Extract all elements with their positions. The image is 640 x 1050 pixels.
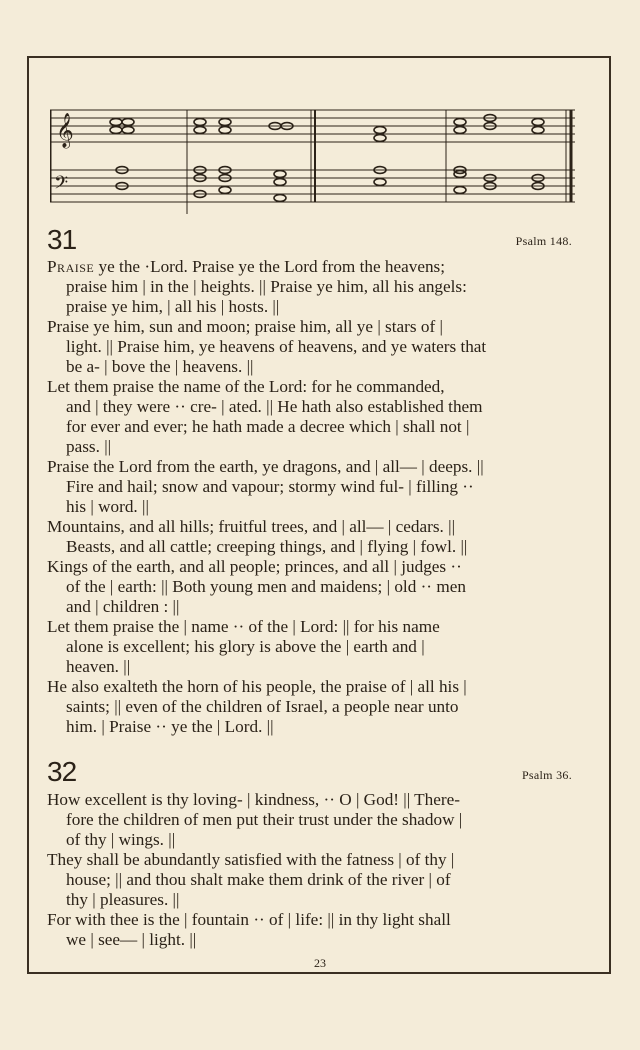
chant-music-score — [50, 104, 575, 214]
verse-line: for ever and ever; he hath made a decree which | shall not | — [66, 417, 470, 436]
verse-line: Fire and hail; snow and vapour; stormy wind ful- | filling ·· — [66, 477, 474, 496]
drop-word: Praise — [47, 257, 95, 276]
verse-line: praise him | in the | heights. || Praise ye him, all his angels: — [66, 277, 467, 296]
verse-line: Praise ye the ·Lord. Praise ye the Lord from the heavens; — [47, 257, 446, 276]
verse-line: saints; || even of the children of Israel, a people near unto — [66, 697, 459, 716]
verse-line: fore the children of men put their trust under the shadow | — [66, 810, 463, 829]
verse-line: be a- | bove the | heavens. || — [66, 357, 254, 376]
treble-clef-icon: 𝄞 — [56, 113, 74, 148]
verse-line: house; || and thou shalt make them drink of the river | of — [66, 870, 451, 889]
verse-line: and | children : || — [66, 597, 180, 616]
verse-line: He also exalteth the horn of his people, the praise of | all his | — [47, 677, 467, 696]
verse-line: his | word. || — [66, 497, 149, 516]
verse-line: we | see— | light. || — [66, 930, 197, 949]
verse-line: him. | Praise ·· ye the | Lord. || — [66, 717, 274, 736]
verse-line: of the | earth: || Both young men and maidens; | old ·· men — [66, 577, 466, 596]
verse-line: For with thee is the | fountain ·· of | life: || in thy light shall — [47, 910, 451, 929]
hymn-number-31: 31 — [47, 224, 77, 255]
verse-line: Let them praise the name of the Lord: for he commanded, — [47, 377, 445, 396]
verse-line: They shall be abundantly satisfied with the fatness | of thy | — [47, 850, 455, 869]
verse-line: and | they were ·· cre- | ated. || He hath also established them — [66, 397, 483, 416]
page-number: 23 — [314, 956, 326, 970]
hymn-32-text — [47, 790, 575, 950]
verse-line: thy | pleasures. || — [66, 890, 180, 909]
hymn-31-text — [47, 257, 575, 737]
verse-line: pass. || — [66, 437, 112, 456]
verse-line: praise ye him, | all his | hosts. || — [66, 297, 280, 316]
verse-line: of thy | wings. || — [66, 830, 176, 849]
verse-line: Kings of the earth, and all people; princes, and all | judges ·· — [47, 557, 462, 576]
verse-line: Praise the Lord from the earth, ye dragons, and | all— | deeps. || — [47, 457, 484, 476]
psalm-reference-32: Psalm 36. — [521, 768, 572, 782]
verse-line: Beasts, and all cattle; creeping things, and | flying | fowl. || — [66, 537, 468, 556]
verse-line: Praise ye him, sun and moon; praise him, all ye | stars of | — [47, 317, 443, 336]
hymn-number-32: 32 — [47, 756, 77, 787]
verse-line: Mountains, and all hills; fruitful trees, and | all— | cedars. || — [47, 517, 456, 536]
verse-line: How excellent is thy loving- | kindness, ·· O | God! || There- — [47, 790, 460, 809]
verse-line: heaven. || — [66, 657, 131, 676]
bass-clef-icon: 𝄢 — [54, 173, 69, 198]
verse-line: Let them praise the | name ·· of the | Lord: || for his name — [47, 617, 440, 636]
verse-line: light. || Praise him, ye heavens of heavens, and ye waters that — [66, 337, 487, 356]
verse-line: alone is excellent; his glory is above the | earth and | — [66, 637, 425, 656]
psalm-reference-31: Psalm 148. — [515, 234, 572, 248]
